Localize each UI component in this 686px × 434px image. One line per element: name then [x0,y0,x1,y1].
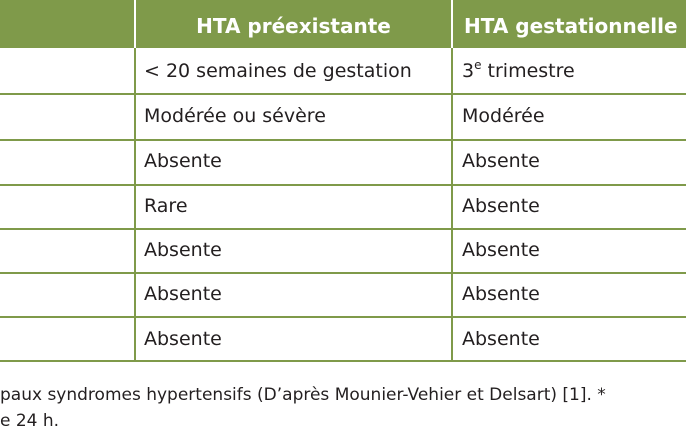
caption-line-2: e 24 h. [0,411,60,431]
header-hta-gestationnelle: HTA gestationnelle [464,14,678,38]
table-cell: Absente [462,239,540,261]
header-hta-preexistante: HTA préexistante [196,14,391,38]
table-cell: Absente [462,283,540,305]
header-divider-2 [451,0,453,48]
row-divider [0,93,686,95]
table-cell [462,57,575,82]
table-header-row [0,0,686,48]
table-cell: Absente [144,239,222,261]
table-cell: Absente [462,150,540,172]
row-divider [0,316,686,318]
table-caption [0,382,686,434]
ordinal-number: 3 [462,60,475,82]
caption-line-1: paux syndromes hypertensifs (D’après Mounier-Vehier et Delsart) [1]. * [0,385,606,405]
ordinal-suffix: e [474,57,482,72]
table-cell: Rare [144,195,188,217]
ordinal-text: trimestre [481,60,575,82]
table-bottom-border [0,360,686,362]
table-cell: Absente [144,328,222,350]
table-cell: Modérée [462,105,545,127]
table-cell: Absente [462,328,540,350]
row-divider [0,139,686,141]
row-divider [0,228,686,230]
table-cell: Absente [144,150,222,172]
table-cell: Absente [144,283,222,305]
row-divider [0,184,686,186]
row-divider [0,272,686,274]
table-cell: < 20 semaines de gestation [144,60,412,82]
table-cell: Absente [462,195,540,217]
table-cell: Modérée ou sévère [144,105,326,127]
header-divider-1 [134,0,136,48]
